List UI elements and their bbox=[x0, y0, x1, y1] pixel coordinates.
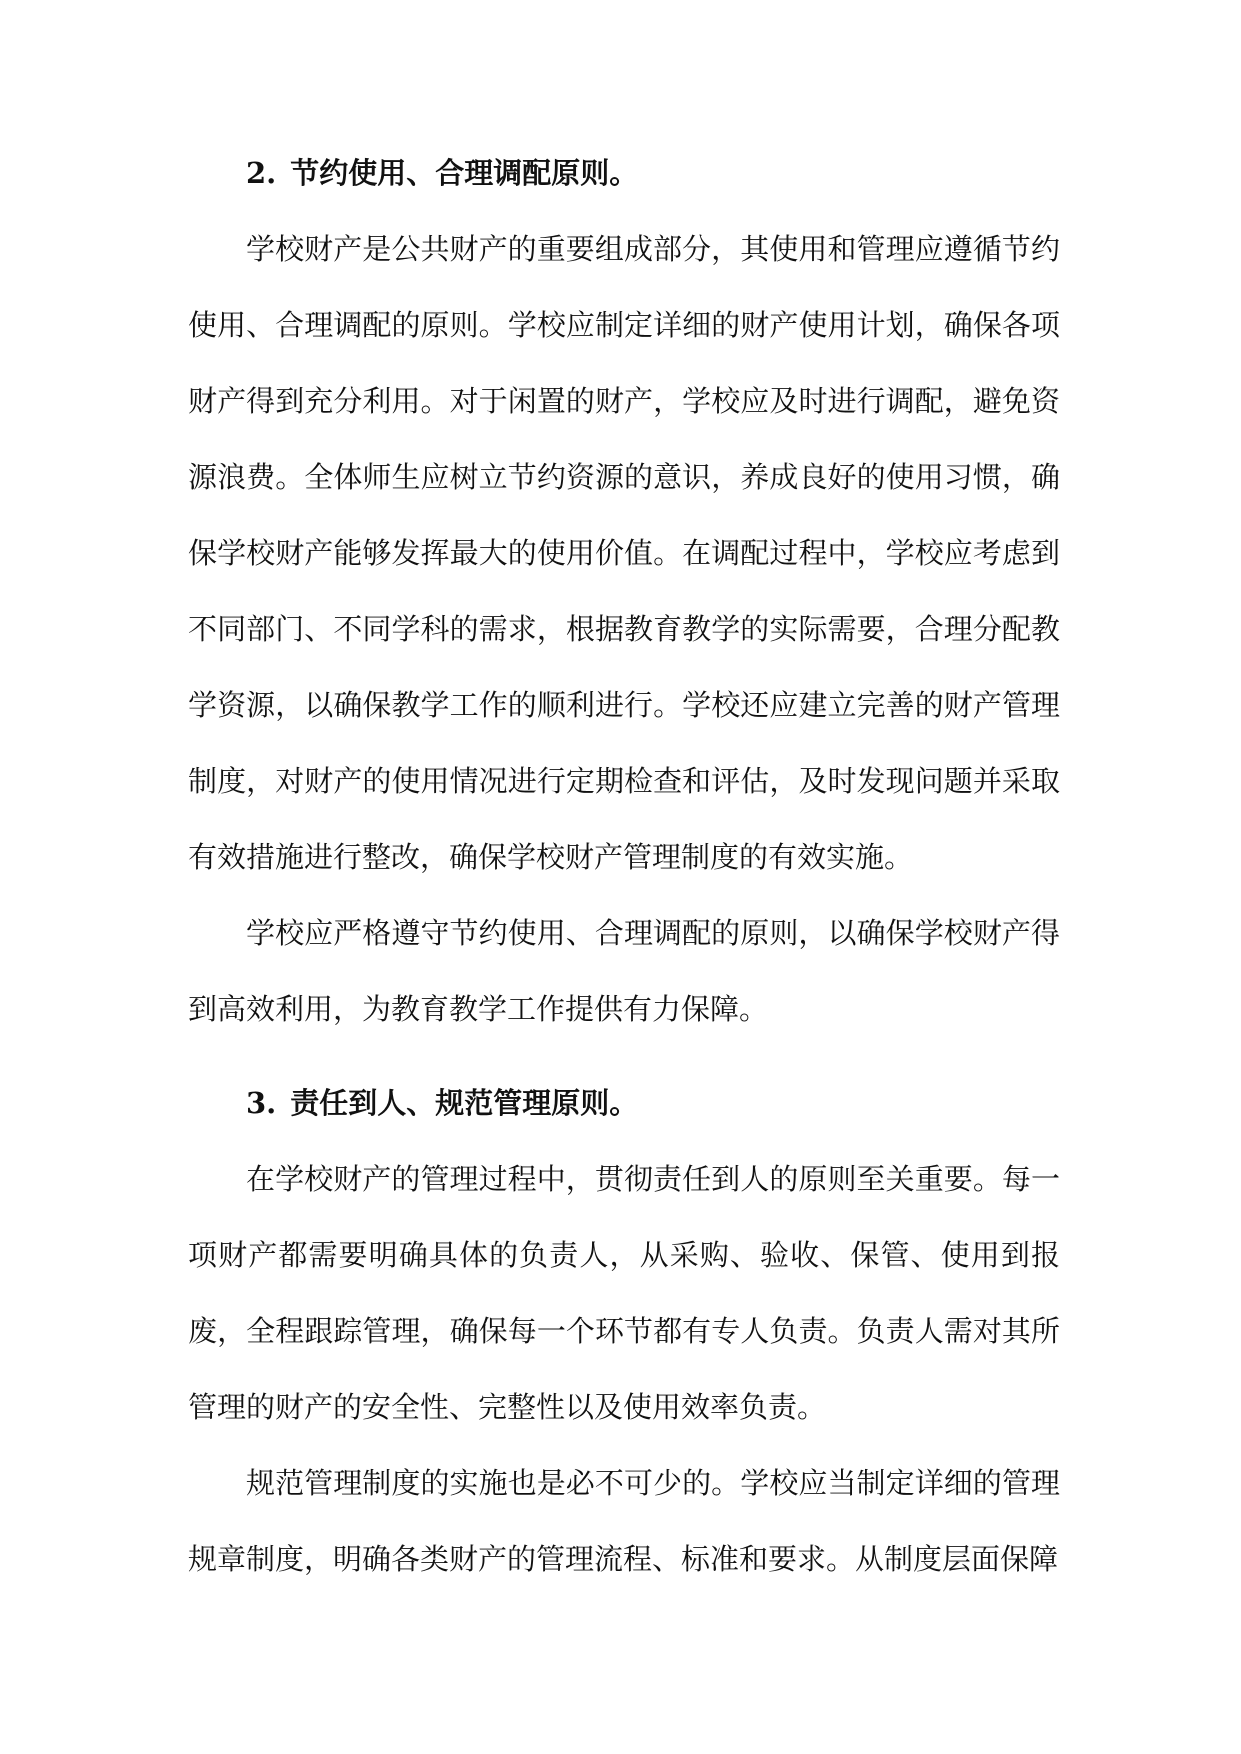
section-number: 2. bbox=[246, 156, 277, 190]
section-heading bbox=[188, 1065, 1060, 1141]
body-paragraph: 规范管理制度的实施也是必不可少的。学校应当制定详细的管理规章制度，明确各类财产的管理流程、标准和要求。从制度层面保障 bbox=[188, 1466, 1060, 1576]
section-number: 3. bbox=[246, 1086, 277, 1120]
section-heading bbox=[188, 135, 1060, 211]
section-title: 责任到人、规范管理原则。 bbox=[290, 1086, 639, 1120]
section-title: 节约使用、合理调配原则。 bbox=[290, 156, 639, 190]
document-body bbox=[188, 135, 1060, 1597]
body-paragraph: 学校财产是公共财产的重要组成部分，其使用和管理应遵循节约使用、合理调配的原则。学校应制定详细的财产使用计划，确保各项财产得到充分利用。对于闲置的财产，学校应及时进行调配，避免资源浪费。全体师生应树立节约资源的意识，养成良好的使用习惯，确保学校财产能够发挥最大的使用价值。在调配过程中，学校应考虑到不同部门、不同学科的需求，根据教育教学的实际需要，合理分配教学资源，以确保教学工作的顺利进行。学校还应建立完善的财产管理制度，对财产的使用情况进行定期检查和评估，及时发现问题并采取有效措施进行整改，确保学校财产管理制度的有效实施。 bbox=[188, 232, 1060, 874]
body-paragraph: 学校应严格遵守节约使用、合理调配的原则，以确保学校财产得到高效利用，为教育教学工作提供有力保障。 bbox=[188, 916, 1060, 1026]
body-paragraph: 在学校财产的管理过程中，贯彻责任到人的原则至关重要。每一项财产都需要明确具体的负责人，从采购、验收、保管、使用到报废，全程跟踪管理，确保每一个环节都有专人负责。负责人需对其所管理的财产的安全性、完整性以及使用效率负责。 bbox=[188, 1162, 1060, 1424]
